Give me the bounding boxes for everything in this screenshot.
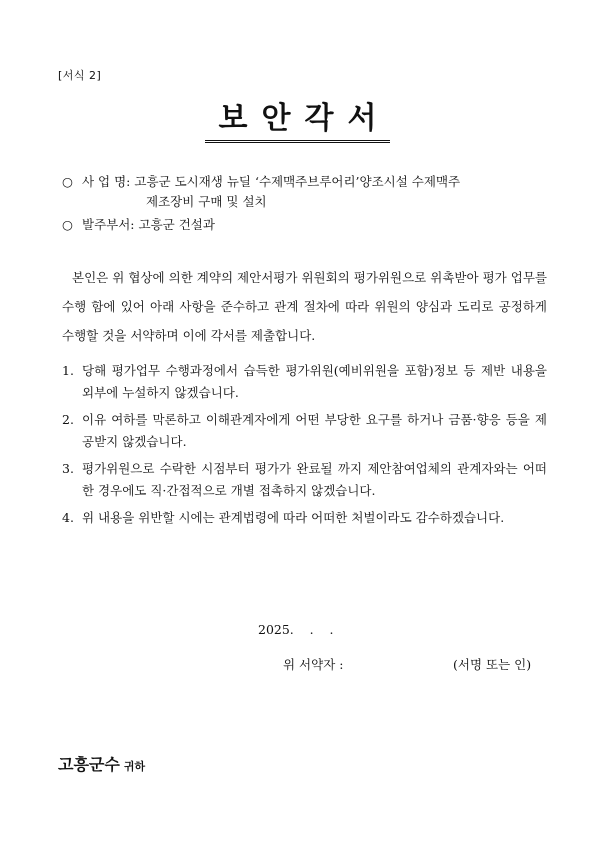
addressee-suffix: 귀하	[123, 760, 146, 773]
item-text: 위 내용을 위반할 시에는 관계법령에 따라 어떠한 처벌이라도 감수하겠습니다.	[82, 510, 505, 525]
list-item	[62, 458, 547, 502]
item-number: 3.	[62, 461, 74, 476]
list-item	[62, 360, 547, 404]
project-label: 사 업 명:	[82, 174, 131, 189]
addressee-name: 고흥군수	[58, 755, 120, 774]
item-text: 이유 여하를 막론하고 이해관계자에게 어떤 부당한 요구를 하거나 금품·향응 등을 제공받지 않겠습니다.	[82, 412, 547, 449]
pledge-statement: 본인은 위 협상에 의한 계약의 제안서평가 위원회의 평가위원으로 위촉받아 평가 업무를 수행 함에 있어 아래 사항을 준수하고 관계 절차에 따라 위원의 양심과 도리로 공정하게 수행할 것을 서약하며 이에 각서를 제출합니다.	[62, 270, 547, 343]
addressee	[58, 752, 145, 775]
item-number: 2.	[62, 412, 74, 427]
signature-note: (서명 또는 인)	[453, 657, 532, 672]
document-title	[0, 100, 595, 143]
list-item	[62, 409, 547, 453]
form-number: [서식 2]	[58, 69, 102, 82]
circle-bullet-icon: ○	[62, 174, 73, 189]
item-text: 당해 평가업무 수행과정에서 습득한 평가위원(예비위원을 포함)정보 등 제반 내용을 외부에 누설하지 않겠습니다.	[82, 363, 547, 400]
circle-bullet-icon: ○	[62, 217, 73, 232]
date-line: 2025. . .	[258, 622, 334, 637]
project-line-2: 제조장비 구매 및 설치	[146, 194, 267, 209]
pledge-items	[62, 360, 547, 534]
department-label: 발주부서:	[82, 217, 135, 232]
department-block	[62, 215, 547, 235]
project-line-1: 고흥군 도시재생 뉴딜 ‘수제맥주브루어리’양조시설 수제맥주	[134, 174, 461, 189]
item-text: 평가위원으로 수락한 시점부터 평가가 완료될 까지 제안참여업체의 관계자와는 어떠한 경우에도 직·간접적으로 개별 접촉하지 않겠습니다.	[82, 461, 547, 498]
item-number: 4.	[62, 510, 74, 525]
list-item	[62, 507, 547, 529]
project-name-block	[62, 172, 547, 212]
department-value: 고흥군 건설과	[138, 217, 215, 232]
title-text: 보안각서	[205, 100, 391, 143]
signer-label: 위 서약자 :	[283, 657, 344, 672]
item-number: 1.	[62, 363, 74, 378]
